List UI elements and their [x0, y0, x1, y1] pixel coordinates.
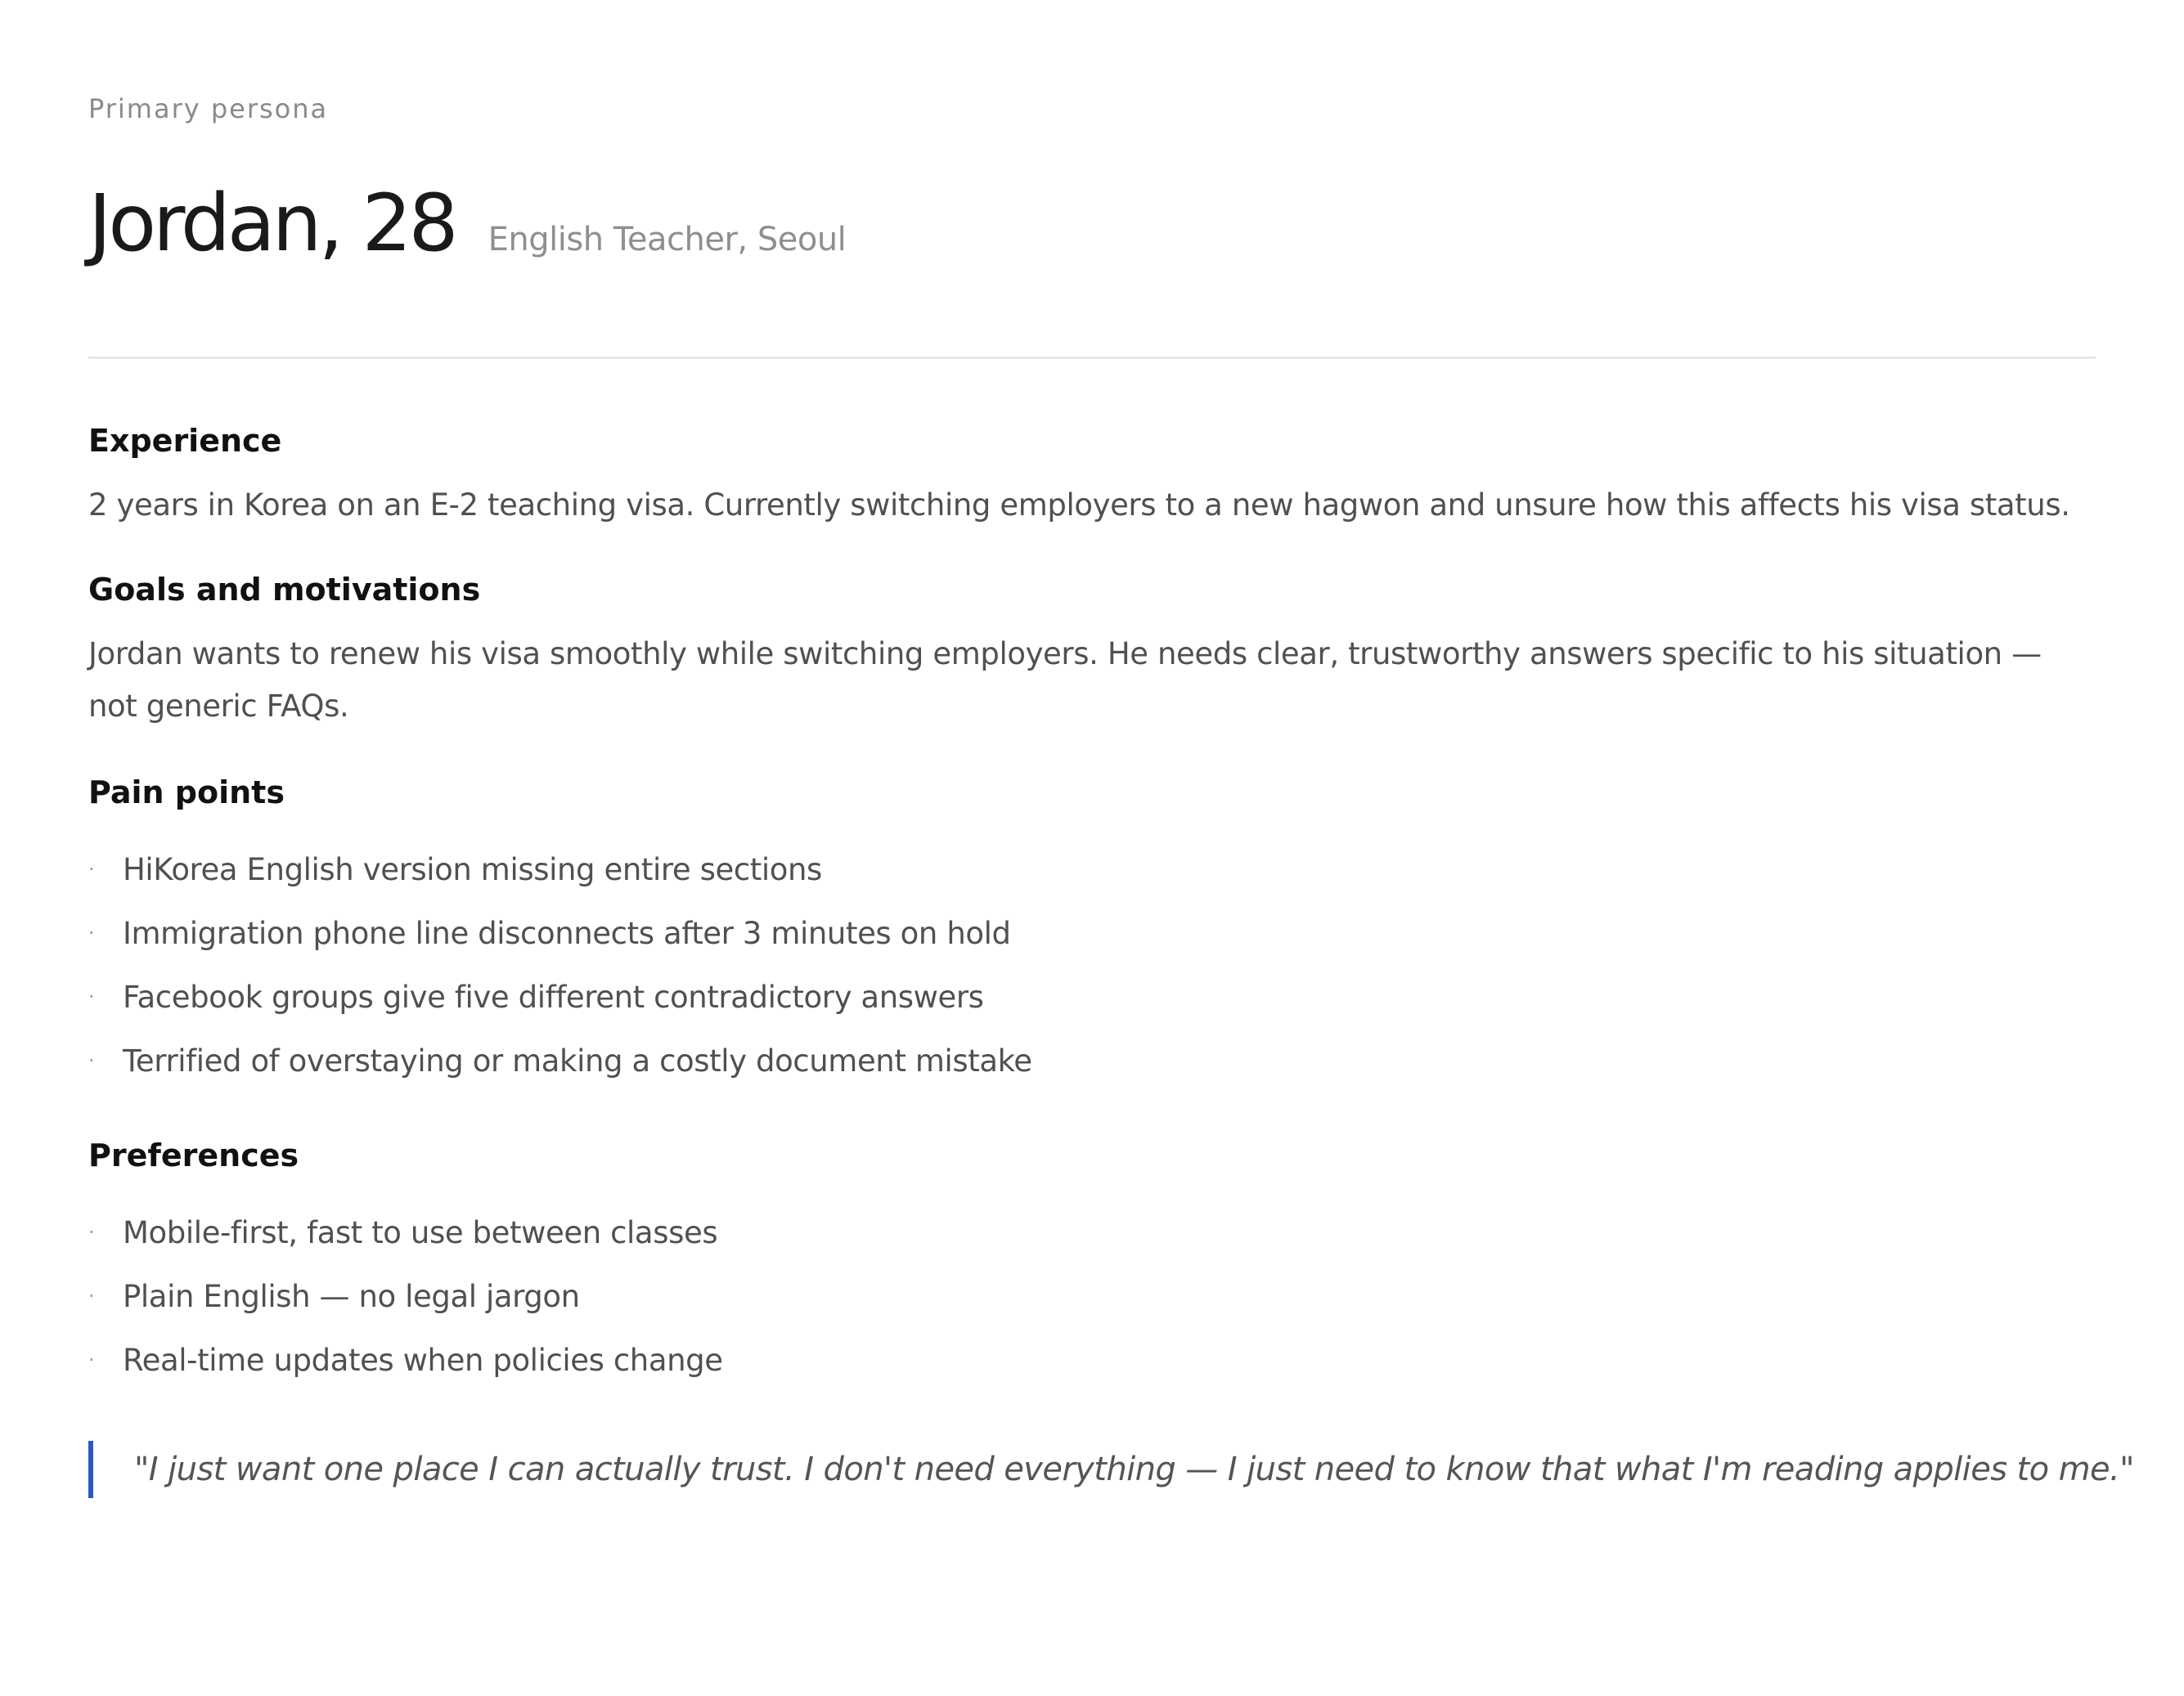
- list-item: [88, 1029, 2096, 1093]
- bullet-icon: ·: [88, 858, 95, 881]
- list-item-text: Terrified of overstaying or making a costly document mistake: [123, 1043, 1032, 1079]
- quote-accent-bar: [88, 1441, 93, 1498]
- list-item: [88, 965, 2096, 1029]
- list-item-text: Real-time updates when policies change: [123, 1342, 723, 1378]
- persona-quote: [88, 1441, 2134, 1498]
- persona-eyebrow: Primary persona: [88, 93, 329, 124]
- persona-name: Jordan, 28: [88, 177, 456, 269]
- list-item: [88, 1200, 2096, 1264]
- bullet-icon: ·: [88, 1285, 95, 1308]
- list-item-text: HiKorea English version missing entire sections: [123, 851, 822, 887]
- preferences-list: [88, 1200, 2096, 1392]
- bullet-icon: ·: [88, 985, 95, 1008]
- experience-section: [88, 420, 2096, 532]
- list-item-text: Immigration phone line disconnects after 3 minutes on hold: [123, 915, 1011, 951]
- list-item: [88, 837, 2096, 901]
- pain-points-section: [88, 772, 2096, 1093]
- persona-header: [88, 178, 2096, 276]
- bullet-icon: ·: [88, 922, 95, 944]
- goals-heading: Goals and motivations: [88, 572, 481, 608]
- bullet-icon: ·: [88, 1049, 95, 1072]
- list-item-text: Facebook groups give five different contradictory answers: [123, 979, 984, 1015]
- list-item-text: Plain English — no legal jargon: [123, 1278, 580, 1314]
- experience-text: 2 years in Korea on an E-2 teaching visa. Currently switching employers to a new hagwon and unsure how this affects his visa status.: [88, 487, 2070, 523]
- preferences-section: [88, 1135, 2096, 1392]
- list-item: [88, 1328, 2096, 1392]
- goals-text: Jordan wants to renew his visa smoothly while switching employers. He needs clear, trustworthy answers specific to his situation — not generic FAQs.: [88, 636, 2042, 724]
- pain-points-list: [88, 837, 2096, 1093]
- pain-points-heading: Pain points: [88, 774, 285, 810]
- persona-role: English Teacher, Seoul: [488, 221, 847, 258]
- quote-text: "I just want one place I can actually trust. I don't need everything — I just need to know that what I'm reading applies to me.": [134, 1451, 2134, 1488]
- bullet-icon: ·: [88, 1348, 95, 1371]
- header-divider: [88, 357, 2096, 359]
- goals-section: [88, 569, 2096, 733]
- experience-heading: Experience: [88, 423, 282, 459]
- list-item: [88, 901, 2096, 965]
- bullet-icon: ·: [88, 1221, 95, 1244]
- list-item-text: Mobile-first, fast to use between classes: [123, 1214, 718, 1250]
- preferences-heading: Preferences: [88, 1137, 299, 1173]
- list-item: [88, 1264, 2096, 1328]
